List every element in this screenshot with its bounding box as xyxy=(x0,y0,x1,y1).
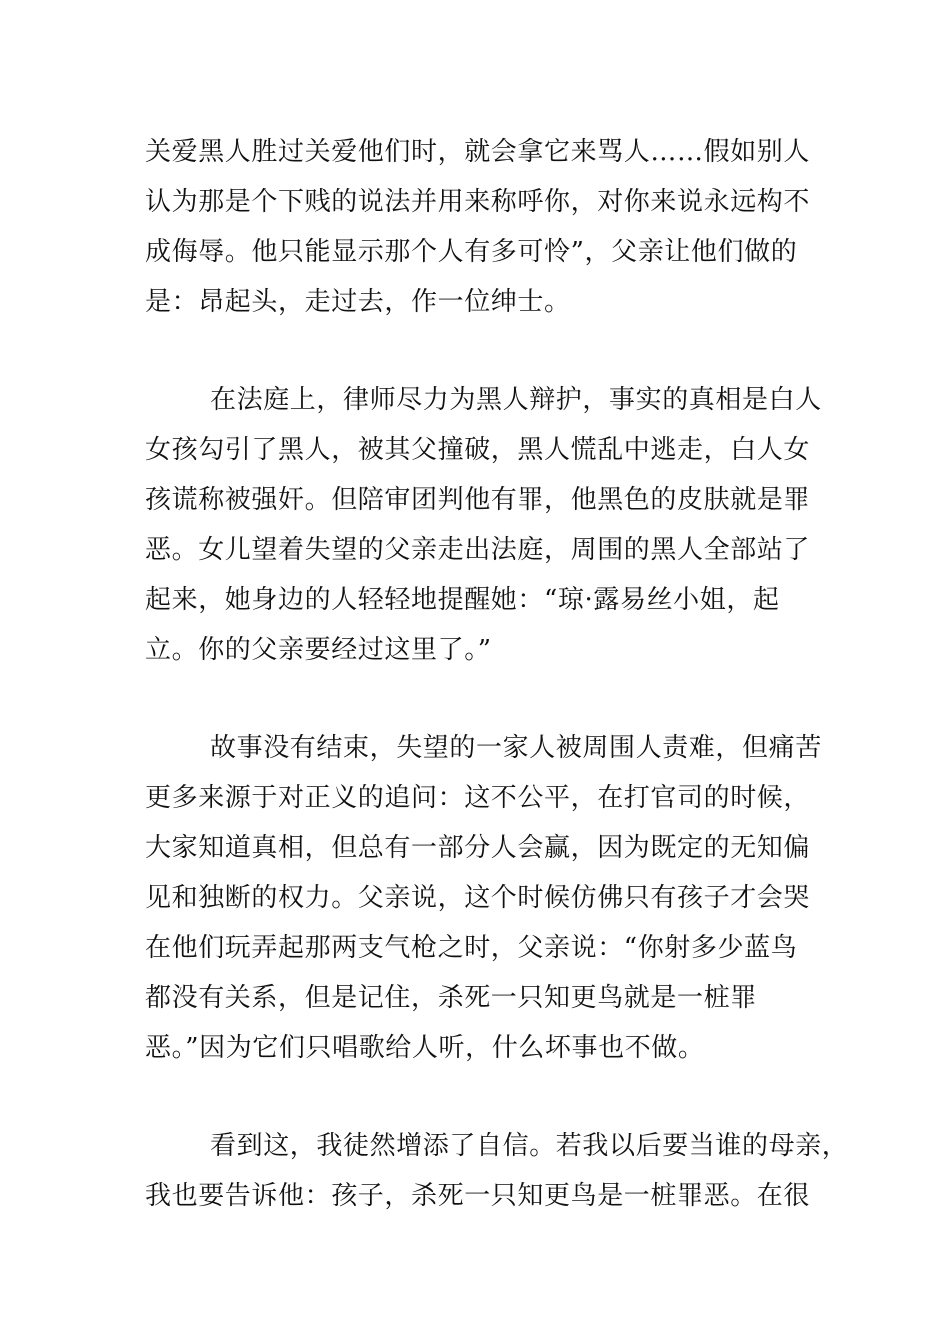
paragraph-3-line-5: 在他们玩弄起那两支气枪之时，父亲说：“你射多少蓝鸟 xyxy=(145,933,798,963)
paragraph-1-line-2: 认为那是个下贱的说法并用来称呼你，对你来说永远构不 xyxy=(145,187,811,217)
paragraph-1-line-3: 成侮辱。他只能显示那个人有多可怜”，父亲让他们做的 xyxy=(145,237,798,267)
paragraph-2-line-6: 立。你的父亲要经过这里了。” xyxy=(145,635,492,665)
paragraph-2-line-5: 起来，她身边的人轻轻地提醒她：“琼·露易丝小姐，起 xyxy=(145,585,780,615)
paragraph-4-line-2: 我也要告诉他：孩子，杀死一只知更鸟是一桩罪恶。在很 xyxy=(145,1181,811,1211)
paragraph-2-line-3: 孩谎称被强奸。但陪审团判他有罪，他黑色的皮肤就是罪 xyxy=(145,485,811,515)
paragraph-1-line-4: 是：昂起头，走过去，作一位绅士。 xyxy=(145,287,571,317)
paragraph-2-line-4: 恶。女儿望着失望的父亲走出法庭，周围的黑人全部站了 xyxy=(145,535,811,565)
paragraph-3-line-2: 更多来源于对正义的追问：这不公平，在打官司的时候， xyxy=(145,783,811,813)
paragraph-3-line-4: 见和独断的权力。父亲说，这个时候仿佛只有孩子才会哭 xyxy=(145,883,811,913)
paragraph-3-line-7: 恶。”因为它们只唱歌给人听，什么坏事也不做。 xyxy=(145,1033,705,1063)
paragraph-3-line-3: 大家知道真相，但总有一部分人会赢，因为既定的无知偏 xyxy=(145,833,811,863)
paragraph-4-line-1: 看到这，我徒然增添了自信。若我以后要当谁的母亲， xyxy=(210,1131,849,1161)
paragraph-3-line-1: 故事没有结束，失望的一家人被周围人责难，但痛苦 xyxy=(210,733,822,763)
paragraph-2-line-2: 女孩勾引了黑人，被其父撞破，黑人慌乱中逃走，白人女 xyxy=(145,435,811,465)
paragraph-1-line-1: 关爱黑人胜过关爱他们时，就会拿它来骂人……假如别人 xyxy=(145,137,811,167)
paragraph-3-line-6: 都没有关系，但是记住，杀死一只知更鸟就是一桩罪 xyxy=(145,983,757,1013)
paragraph-2-line-1: 在法庭上，律师尽力为黑人辩护，事实的真相是白人 xyxy=(210,385,822,415)
